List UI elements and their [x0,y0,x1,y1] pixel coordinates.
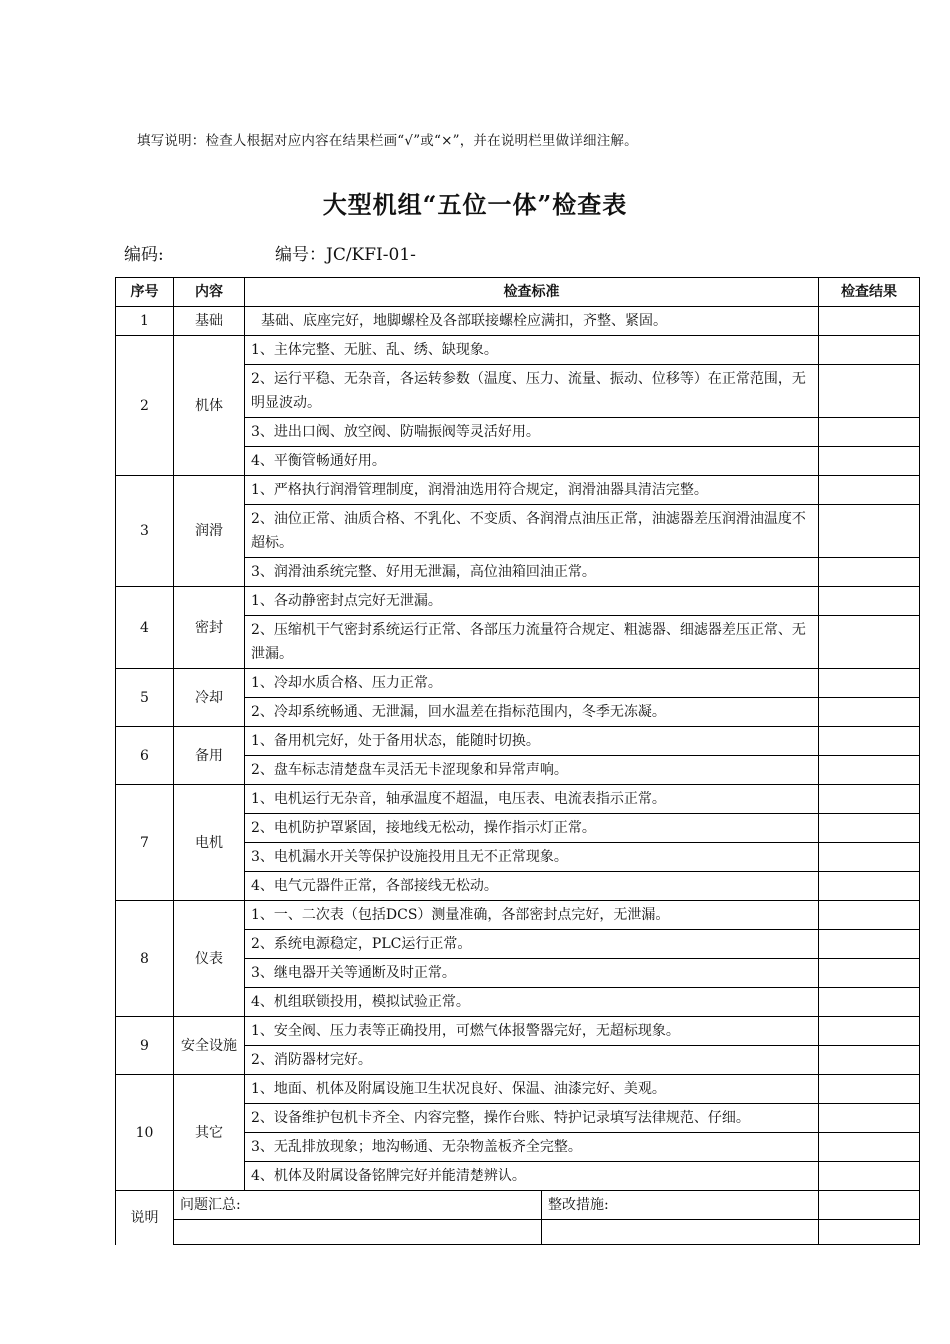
check-standard: 4、机组联锁投用，模拟试验正常。 [245,988,819,1017]
check-standard: 基础、底座完好，地脚螺栓及各部联接螺栓应满扣，齐整、紧固。 [245,307,819,336]
row-seq: 3 [116,476,174,587]
check-result-cell[interactable] [819,447,920,476]
row-category: 备用 [174,727,245,785]
check-result-cell[interactable] [819,756,920,785]
check-standard: 1、电机运行无杂音，轴承温度不超温，电压表、电流表指示正常。 [245,785,819,814]
table-row [116,1075,920,1104]
check-standard: 1、严格执行润滑管理制度，润滑油选用符合规定，润滑油器具清洁完整。 [245,476,819,505]
row-category: 其它 [174,1075,245,1191]
check-result-cell[interactable] [819,1104,920,1133]
fill-instruction: 填写说明：检查人根据对应内容在结果栏画“√”或“×”，并在说明栏里做详细注解。 [137,133,638,149]
header-category: 内容 [174,278,245,307]
check-standard: 2、系统电源稳定，PLC运行正常。 [245,930,819,959]
corrective-measures-label: 整改措施: [542,1191,819,1220]
check-standard: 3、无乱排放现象；地沟畅通、无杂物盖板齐全完整。 [245,1133,819,1162]
check-result-cell[interactable] [819,843,920,872]
check-result-cell[interactable] [819,505,920,558]
row-category: 密封 [174,587,245,669]
table-row [116,587,920,616]
table-row [116,476,920,505]
check-result-cell[interactable] [819,1162,920,1191]
remarks-extra-field[interactable] [819,1220,920,1245]
row-category: 电机 [174,785,245,901]
check-standard: 1、冷却水质合格、压力正常。 [245,669,819,698]
table-row [116,901,920,930]
check-result-cell[interactable] [819,418,920,447]
check-standard: 1、主体完整、无脏、乱、绣、缺现象。 [245,336,819,365]
row-category: 仪表 [174,901,245,1017]
row-seq: 9 [116,1017,174,1075]
row-seq: 7 [116,785,174,901]
check-standard: 2、油位正常、油质合格、不乳化、不变质、各润滑点油压正常，油滤器差压润滑油温度不超标。 [245,505,819,558]
header-seq: 序号 [116,278,174,307]
remarks-row [116,1191,920,1220]
table-row [116,727,920,756]
check-standard: 1、一、二次表（包括DCS）测量准确，各部密封点完好，无泄漏。 [245,901,819,930]
check-result-cell[interactable] [819,698,920,727]
serial-number: 编号：JC/KFⅠ-01- [275,245,416,265]
check-standard: 2、消防器材完好。 [245,1046,819,1075]
check-result-cell[interactable] [819,959,920,988]
check-standard: 3、润滑油系统完整、好用无泄漏，高位油箱回油正常。 [245,558,819,587]
check-standard: 4、机体及附属设备铭牌完好并能清楚辨认。 [245,1162,819,1191]
check-result-cell[interactable] [819,1075,920,1104]
remarks-result-cell[interactable] [819,1191,920,1220]
check-standard: 1、备用机完好，处于备用状态，能随时切换。 [245,727,819,756]
check-result-cell[interactable] [819,814,920,843]
table-header-row [116,278,920,307]
table-row [116,785,920,814]
remarks-label: 说明 [116,1191,174,1245]
check-standard: 2、运行平稳、无杂音，各运转参数（温度、压力、流量、振动、位移等）在正常范围，无明显波动。 [245,365,819,418]
check-standard: 1、地面、机体及附属设施卫生状况良好、保温、油漆完好、美观。 [245,1075,819,1104]
row-seq: 1 [116,307,174,336]
check-result-cell[interactable] [819,988,920,1017]
check-standard: 1、各动静密封点完好无泄漏。 [245,587,819,616]
check-standard: 2、压缩机干气密封系统运行正常、各部压力流量符合规定、粗滤器、细滤器差压正常、无泄漏。 [245,616,819,669]
check-result-cell[interactable] [819,785,920,814]
check-result-cell[interactable] [819,307,920,336]
row-seq: 5 [116,669,174,727]
check-result-cell[interactable] [819,365,920,418]
row-category: 安全设施 [174,1017,245,1075]
check-standard: 3、进出口阀、放空阀、防喘振阀等灵活好用。 [245,418,819,447]
row-category: 机体 [174,336,245,476]
row-category: 基础 [174,307,245,336]
inspection-table [115,277,920,1245]
check-standard: 4、平衡管畅通好用。 [245,447,819,476]
check-standard: 3、电机漏水开关等保护设施投用且无不正常现象。 [245,843,819,872]
check-result-cell[interactable] [819,930,920,959]
table-row [116,336,920,365]
check-standard: 2、设备维护包机卡齐全、内容完整，操作台账、特护记录填写法律规范、仔细。 [245,1104,819,1133]
corrective-measures-field[interactable] [542,1220,819,1245]
row-category: 冷却 [174,669,245,727]
remarks-input-row [116,1220,920,1245]
check-result-cell[interactable] [819,901,920,930]
check-standard: 1、安全阀、压力表等正确投用，可燃气体报警器完好，无超标现象。 [245,1017,819,1046]
check-standard: 2、电机防护罩紧固，接地线无松动，操作指示灯正常。 [245,814,819,843]
row-seq: 4 [116,587,174,669]
check-result-cell[interactable] [819,1046,920,1075]
table-row [116,1017,920,1046]
table-row [116,307,920,336]
table-row [116,669,920,698]
check-standard: 2、冷却系统畅通、无泄漏，回水温差在指标范围内，冬季无冻凝。 [245,698,819,727]
check-result-cell[interactable] [819,616,920,669]
row-seq: 10 [116,1075,174,1191]
check-result-cell[interactable] [819,872,920,901]
page-title: 大型机组“五位一体”检查表 [322,190,628,219]
check-result-cell[interactable] [819,558,920,587]
check-result-cell[interactable] [819,476,920,505]
row-seq: 8 [116,901,174,1017]
check-standard: 3、继电器开关等通断及时正常。 [245,959,819,988]
check-result-cell[interactable] [819,587,920,616]
header-standard: 检查标准 [245,278,819,307]
row-seq: 6 [116,727,174,785]
header-result: 检查结果 [819,278,920,307]
issues-summary-field[interactable] [174,1220,542,1245]
check-result-cell[interactable] [819,1017,920,1046]
check-result-cell[interactable] [819,336,920,365]
row-category: 润滑 [174,476,245,587]
code-label: 编码: [124,245,164,265]
table-body [116,307,920,1191]
issues-summary-label: 问题汇总: [174,1191,542,1220]
row-seq: 2 [116,336,174,476]
check-result-cell[interactable] [819,669,920,698]
check-result-cell[interactable] [819,727,920,756]
check-standard: 2、盘车标志清楚盘车灵活无卡涩现象和异常声响。 [245,756,819,785]
check-result-cell[interactable] [819,1133,920,1162]
check-standard: 4、电气元器件正常，各部接线无松动。 [245,872,819,901]
